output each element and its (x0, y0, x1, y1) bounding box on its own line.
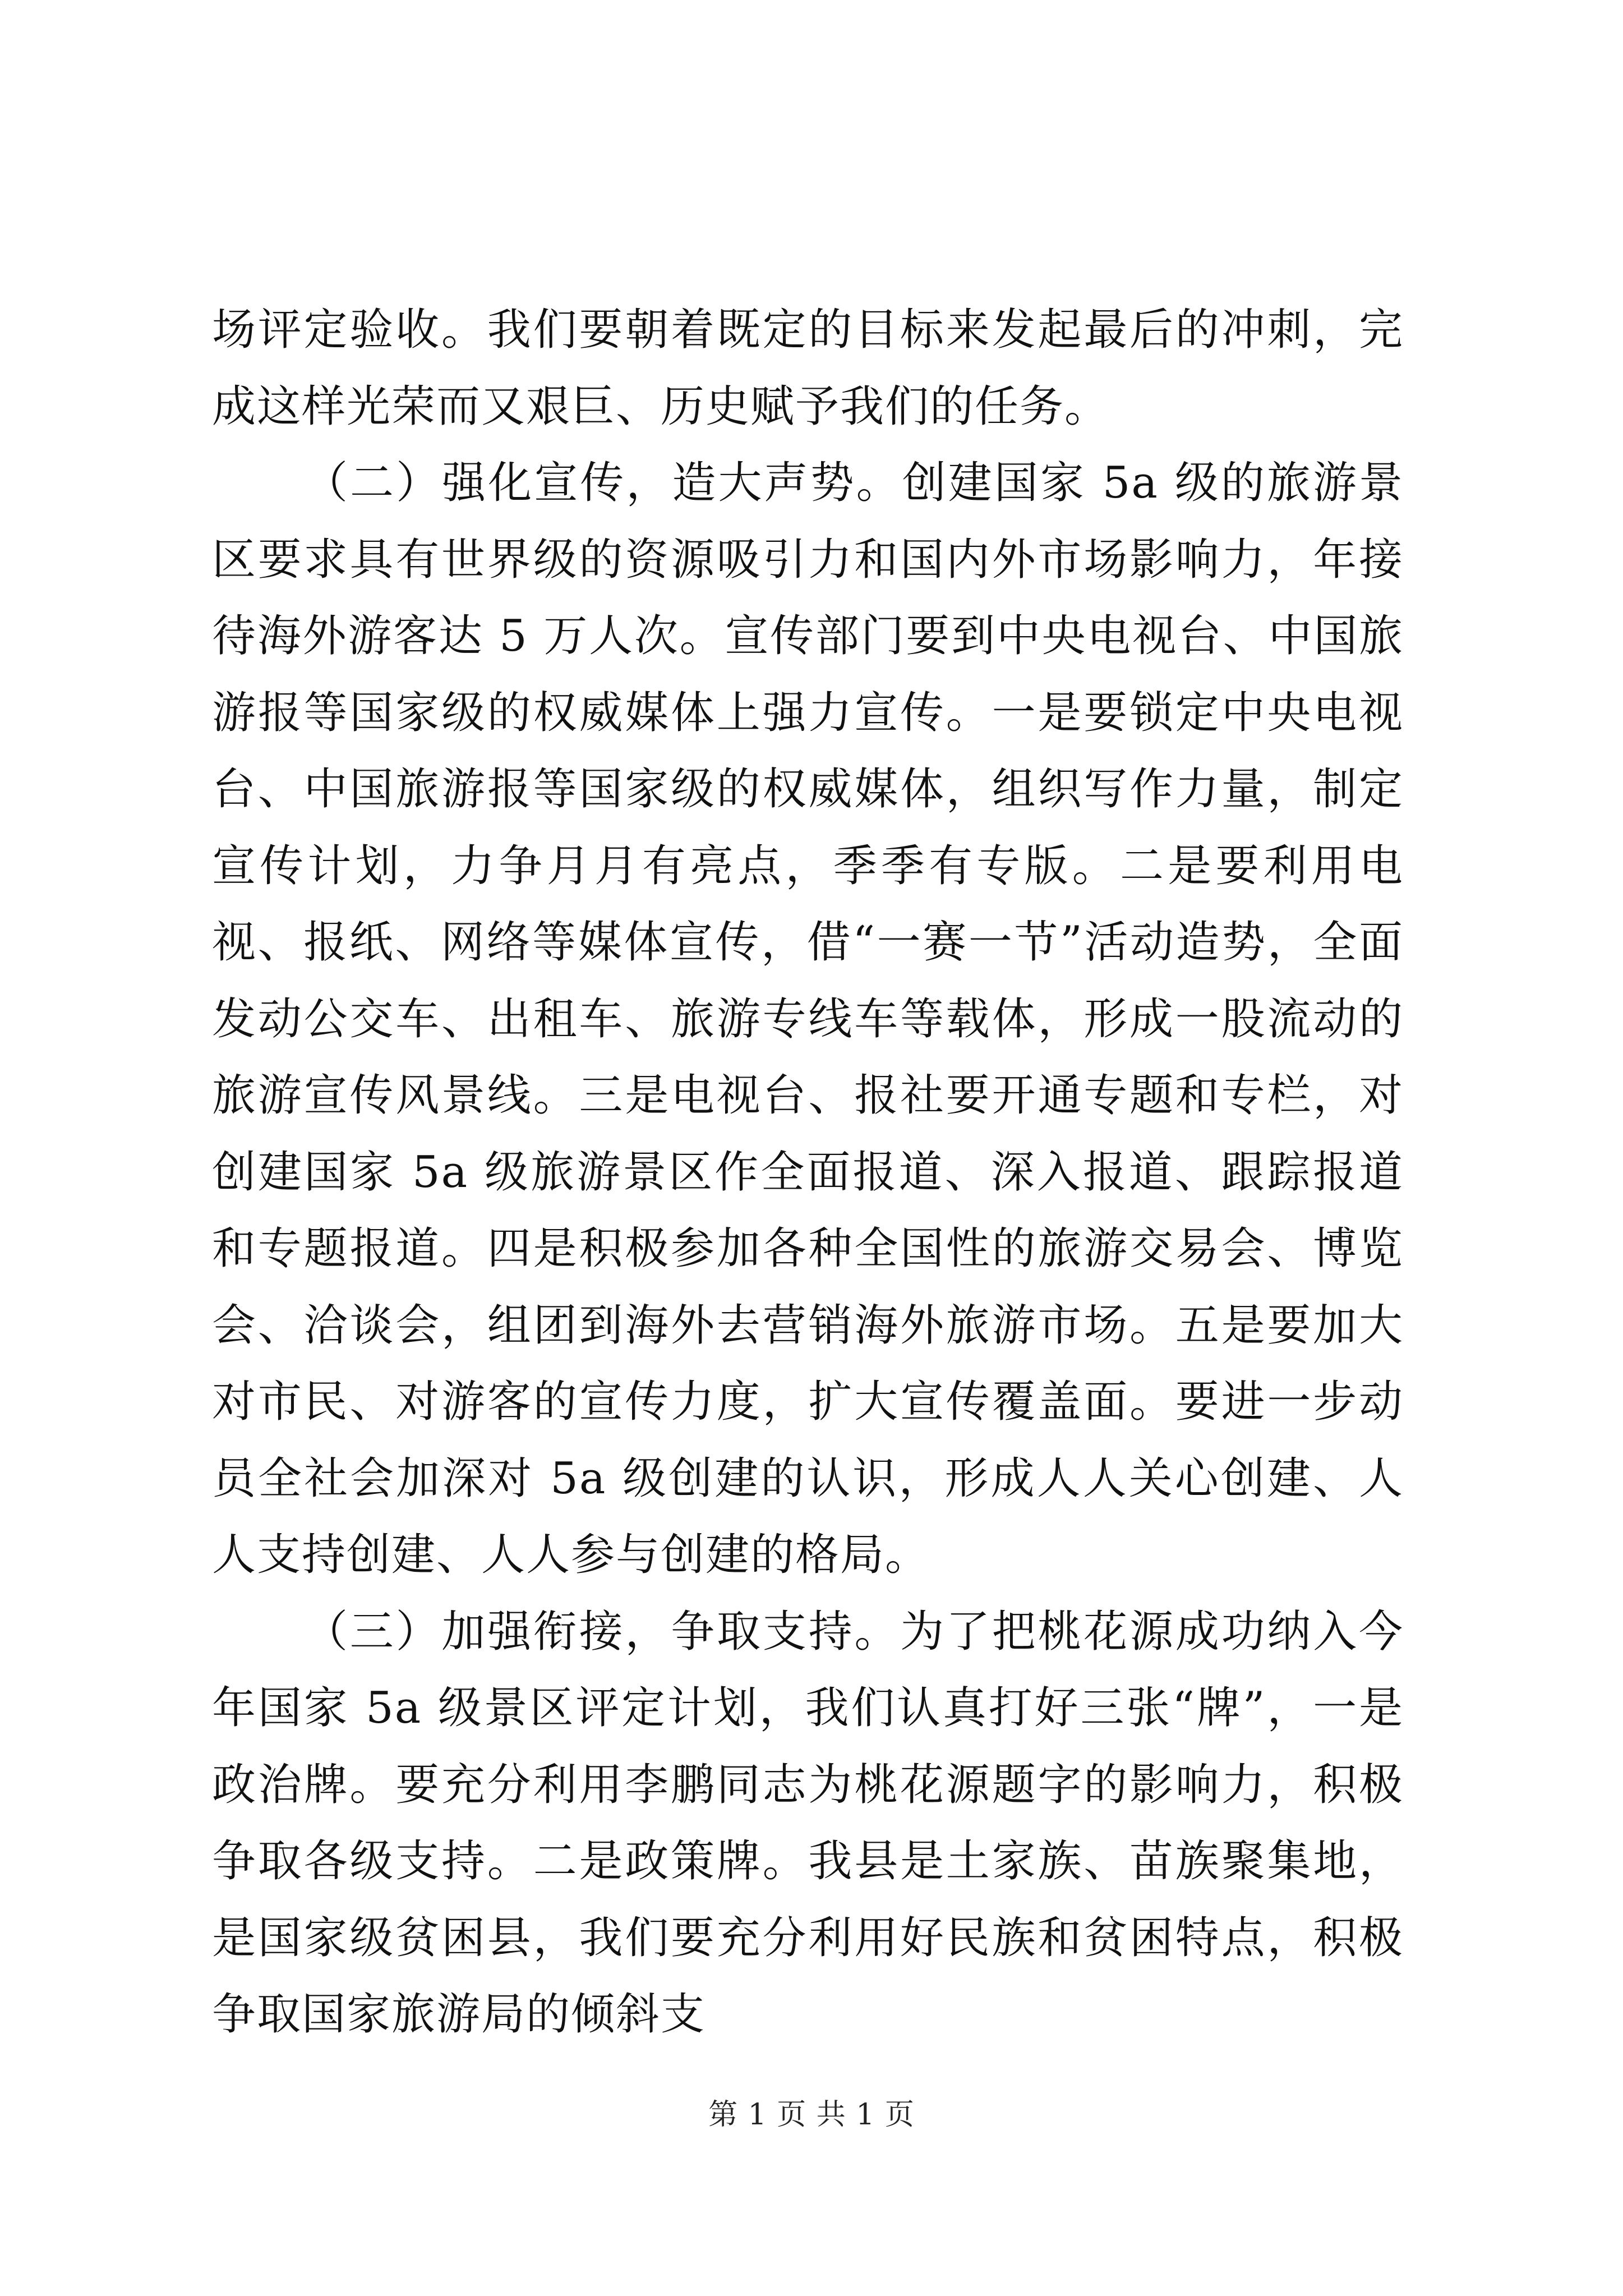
paragraph-coordination: （三）加强衔接，争取支持。为了把桃花源成功纳入今年国家 5a 级景区评定计划，我们认真打好三张“牌”，一是政治牌。要充分利用李鹏同志为桃花源题字的影响力，积极争取各级支持。二是政策牌。我县是土家族、苗族聚集地，是国家级贫困县，我们要充分利用好民族和贫困特点，积极争取国家旅游局的倾斜支 (212, 1606, 1404, 2040)
page-footer: 第 1 页 共 1 页 (708, 2098, 915, 2132)
document-body (212, 292, 1404, 2053)
paragraph-continuation: 场评定验收。我们要朝着既定的目标来发起最后的冲刺，完成这样光荣而又艰巨、历史赋予我们的任务。 (212, 305, 1404, 432)
paragraph-publicity: （二）强化宣传，造大声势。创建国家 5a 级的旅游景区要求具有世界级的资源吸引力和国内外市场影响力，年接待海外游客达 5 万人次。宣传部门要到中央电视台、中国旅游报等国家级的权威媒体上强力宣传。一是要锁定中央电视台、中国旅游报等国家级的权威媒体，组织写作力量，制定宣传计划，力争月月有亮点，季季有专版。二是要利用电视、报纸、网络等媒体宣传，借“一赛一节”活动造势，全面发动公交车、出租车、旅游专线车等载体，形成一股流动的旅游宣传风景线。三是电视台、报社要开通专题和专栏，对创建国家 5a 级旅游景区作全面报道、深入报道、跟踪报道和专题报道。四是积极参加各种全国性的旅游交易会、博览会、洽谈会，组团到海外去营销海外旅游市场。五是要加大对市民、对游客的宣传力度，扩大宣传覆盖面。要进一步动员全社会加深对 5a 级创建的认识，形成人人关心创建、人人支持创建、人人参与创建的格局。 (212, 458, 1404, 1580)
